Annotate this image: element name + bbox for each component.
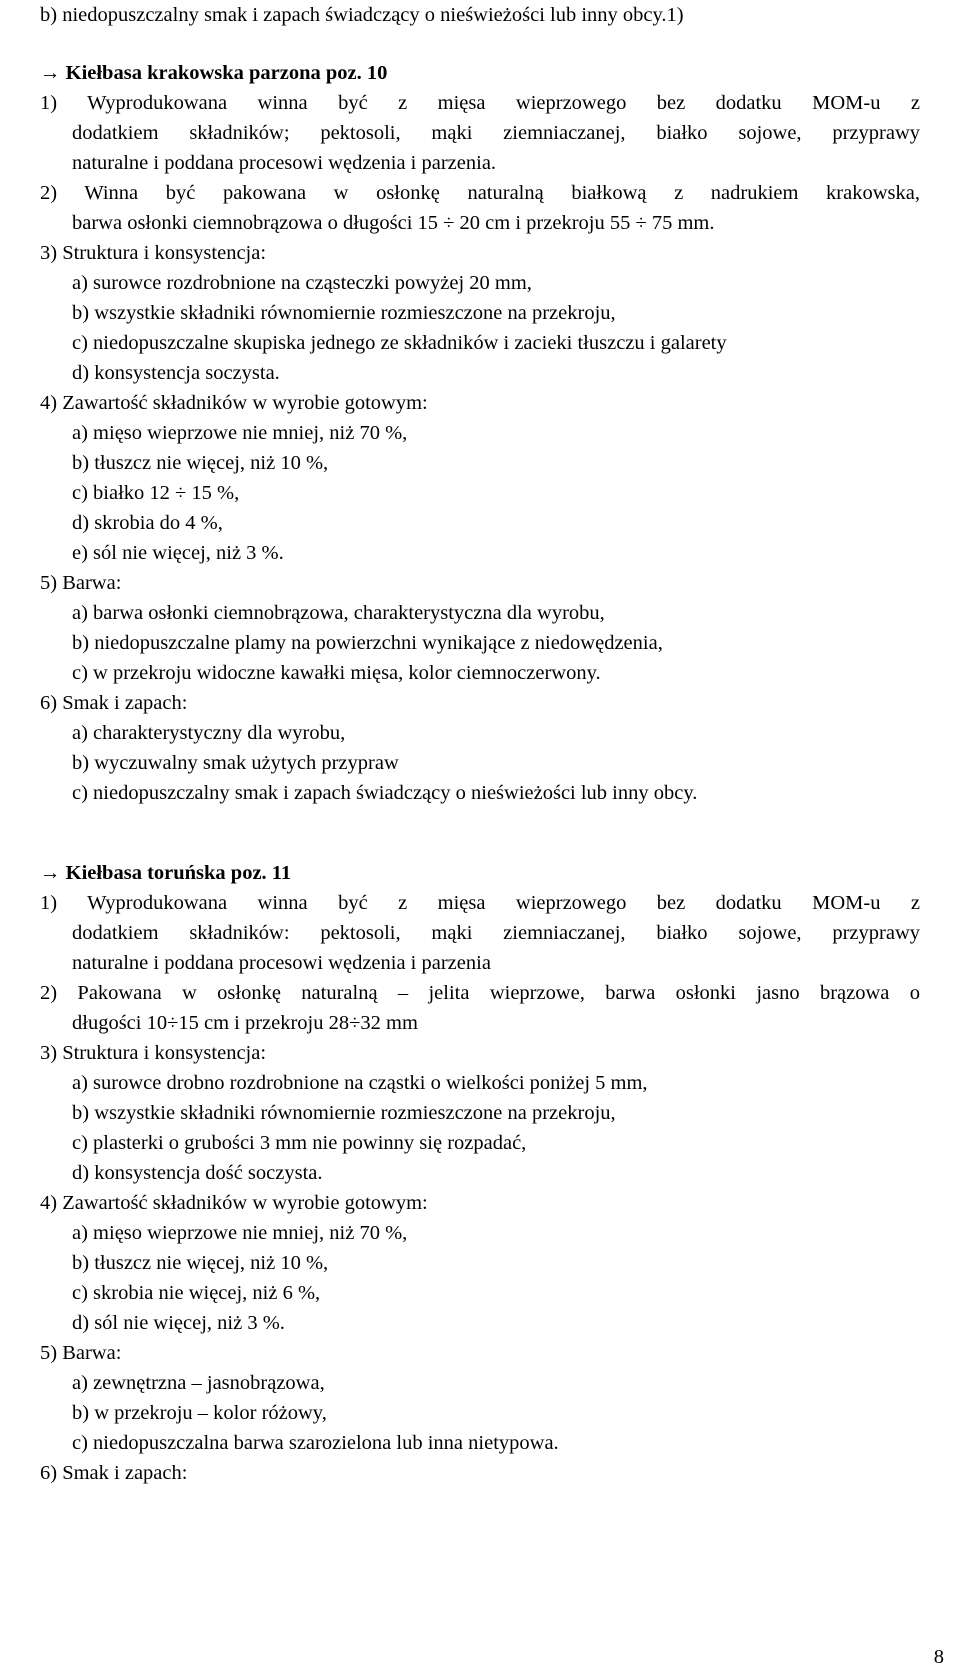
text-line: długości 10÷15 cm i przekroju 28÷32 mm [72,1012,418,1034]
list-item: a) mięso wieprzowe nie mniej, niż 70 %, [72,422,408,444]
list-item: c) plasterki o grubości 3 mm nie powinny się rozpadać, [72,1132,527,1154]
list-item: c) niedopuszczalny smak i zapach świadczący o nieświeżości lub inny obcy. [72,782,698,804]
text-line: 6) Smak i zapach: [40,692,188,714]
list-item: b) wyczuwalny smak użytych przypraw [72,752,399,774]
text-line: 4) Zawartość składników w wyrobie gotowym: [40,392,428,414]
list-item: a) mięso wieprzowe nie mniej, niż 70 %, [72,1222,408,1244]
list-item: b) tłuszcz nie więcej, niż 10 %, [72,1252,329,1274]
section-heading-torunska: → Kiełbasa toruńska poz. 11 [40,862,292,884]
text-line: 2) Winna być pakowana w osłonkę naturalną białkową z nadrukiem krakowska, [40,182,920,204]
list-item: c) niedopuszczalna barwa szarozielona lub inna nietypowa. [72,1432,559,1454]
list-item: c) w przekroju widoczne kawałki mięsa, kolor ciemnoczerwony. [72,662,601,684]
list-item: a) charakterystyczny dla wyrobu, [72,722,346,744]
text-line: 2) Pakowana w osłonkę naturalną – jelita wieprzowe, barwa osłonki jasno brązowa o [40,982,920,1004]
text-line: dodatkiem składników: pektosoli, mąki ziemniaczanej, białko sojowe, przyprawy [72,922,920,944]
text-line: naturalne i poddana procesowi wędzenia i parzenia [72,952,491,974]
section-heading-krakowska: → Kiełbasa krakowska parzona poz. 10 [40,62,388,84]
list-item: b) wszystkie składniki równomiernie rozmieszczone na przekroju, [72,302,616,324]
text-line: 4) Zawartość składników w wyrobie gotowym: [40,1192,428,1214]
text-line: dodatkiem składników; pektosoli, mąki ziemniaczanej, białko sojowe, przyprawy [72,122,920,144]
text-line: 3) Struktura i konsystencja: [40,1042,267,1064]
list-item: d) sól nie więcej, niż 3 %. [72,1312,285,1334]
text-line: 5) Barwa: [40,1342,122,1364]
list-item: c) skrobia nie więcej, niż 6 %, [72,1282,321,1304]
text-line: 3) Struktura i konsystencja: [40,242,267,264]
list-item: a) surowce drobno rozdrobnione na cząstki o wielkości poniżej 5 mm, [72,1072,648,1094]
list-item: b) wszystkie składniki równomiernie rozmieszczone na przekroju, [72,1102,616,1124]
list-item: b) w przekroju – kolor różowy, [72,1402,327,1424]
list-item: c) białko 12 ÷ 15 %, [72,482,240,504]
list-item: a) surowce rozdrobnione na cząsteczki powyżej 20 mm, [72,272,532,294]
text-line: barwa osłonki ciemnobrązowa o długości 15 ÷ 20 cm i przekroju 55 ÷ 75 mm. [72,212,715,234]
list-item: d) skrobia do 4 %, [72,512,223,534]
list-item: b) tłuszcz nie więcej, niż 10 %, [72,452,329,474]
list-item: c) niedopuszczalne skupiska jednego ze składników i zacieki tłuszczu i galarety [72,332,727,354]
text-line: 6) Smak i zapach: [40,1462,188,1484]
text-line: b) niedopuszczalny smak i zapach świadczący o nieświeżości lub inny obcy.1) [40,4,684,26]
page-number: 8 [933,1646,944,1668]
text-line: 5) Barwa: [40,572,122,594]
text-line: 1) Wyprodukowana winna być z mięsa wieprzowego bez dodatku MOM-u z [40,92,920,114]
list-item: a) barwa osłonki ciemnobrązowa, charakterystyczna dla wyrobu, [72,602,605,624]
list-item: d) konsystencja dość soczysta. [72,1162,323,1184]
text-line: 1) Wyprodukowana winna być z mięsa wieprzowego bez dodatku MOM-u z [40,892,920,914]
list-item: d) konsystencja soczysta. [72,362,280,384]
list-item: e) sól nie więcej, niż 3 %. [72,542,284,564]
list-item: a) zewnętrzna – jasnobrązowa, [72,1372,325,1394]
list-item: b) niedopuszczalne plamy na powierzchni wynikające z niedowędzenia, [72,632,663,654]
text-line: naturalne i poddana procesowi wędzenia i parzenia. [72,152,497,174]
